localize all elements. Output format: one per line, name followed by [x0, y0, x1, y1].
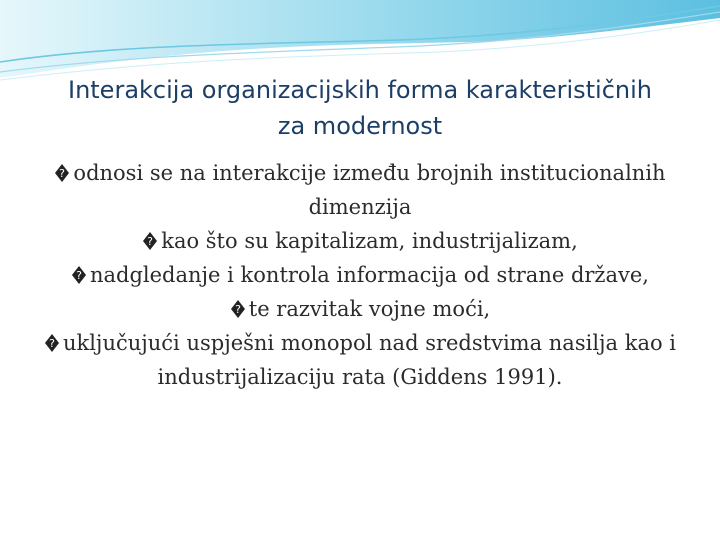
bullet-item — [20, 326, 700, 394]
slide-title-line-2: za modernost — [277, 112, 443, 140]
bullet-item — [20, 292, 700, 326]
bullet-text: nadgledanje i kontrola informacija od strane države, — [89, 263, 649, 287]
slide-title — [20, 72, 700, 144]
svg-text:?: ? — [49, 337, 55, 350]
replacement-character-icon — [44, 333, 60, 353]
svg-text:?: ? — [59, 167, 66, 180]
bullet-item — [20, 156, 700, 224]
replacement-character-icon — [142, 231, 158, 251]
svg-text:?: ? — [147, 235, 154, 248]
bullet-text: odnosi se na interakcije između brojnih institucionalnih dimenzija — [73, 161, 666, 219]
bullet-item — [20, 224, 700, 258]
svg-text:?: ? — [234, 303, 241, 316]
bullet-text: uključujući uspješni monopol nad sredstvima nasilja kao i industrijalizaciju rata (Giddens 1991). — [62, 331, 677, 389]
replacement-character-icon — [230, 299, 246, 319]
slide-title-line-1: Interakcija organizacijskih forma karakterističnih — [67, 76, 653, 104]
bullet-text: kao što su kapitalizam, industrijalizam, — [161, 229, 578, 253]
bullet-text: te razvitak vojne moći, — [248, 297, 491, 321]
bullet-item — [20, 258, 700, 292]
svg-text:?: ? — [76, 269, 82, 282]
replacement-character-icon — [71, 265, 87, 285]
slide-body — [20, 156, 700, 394]
replacement-character-icon — [54, 163, 70, 183]
